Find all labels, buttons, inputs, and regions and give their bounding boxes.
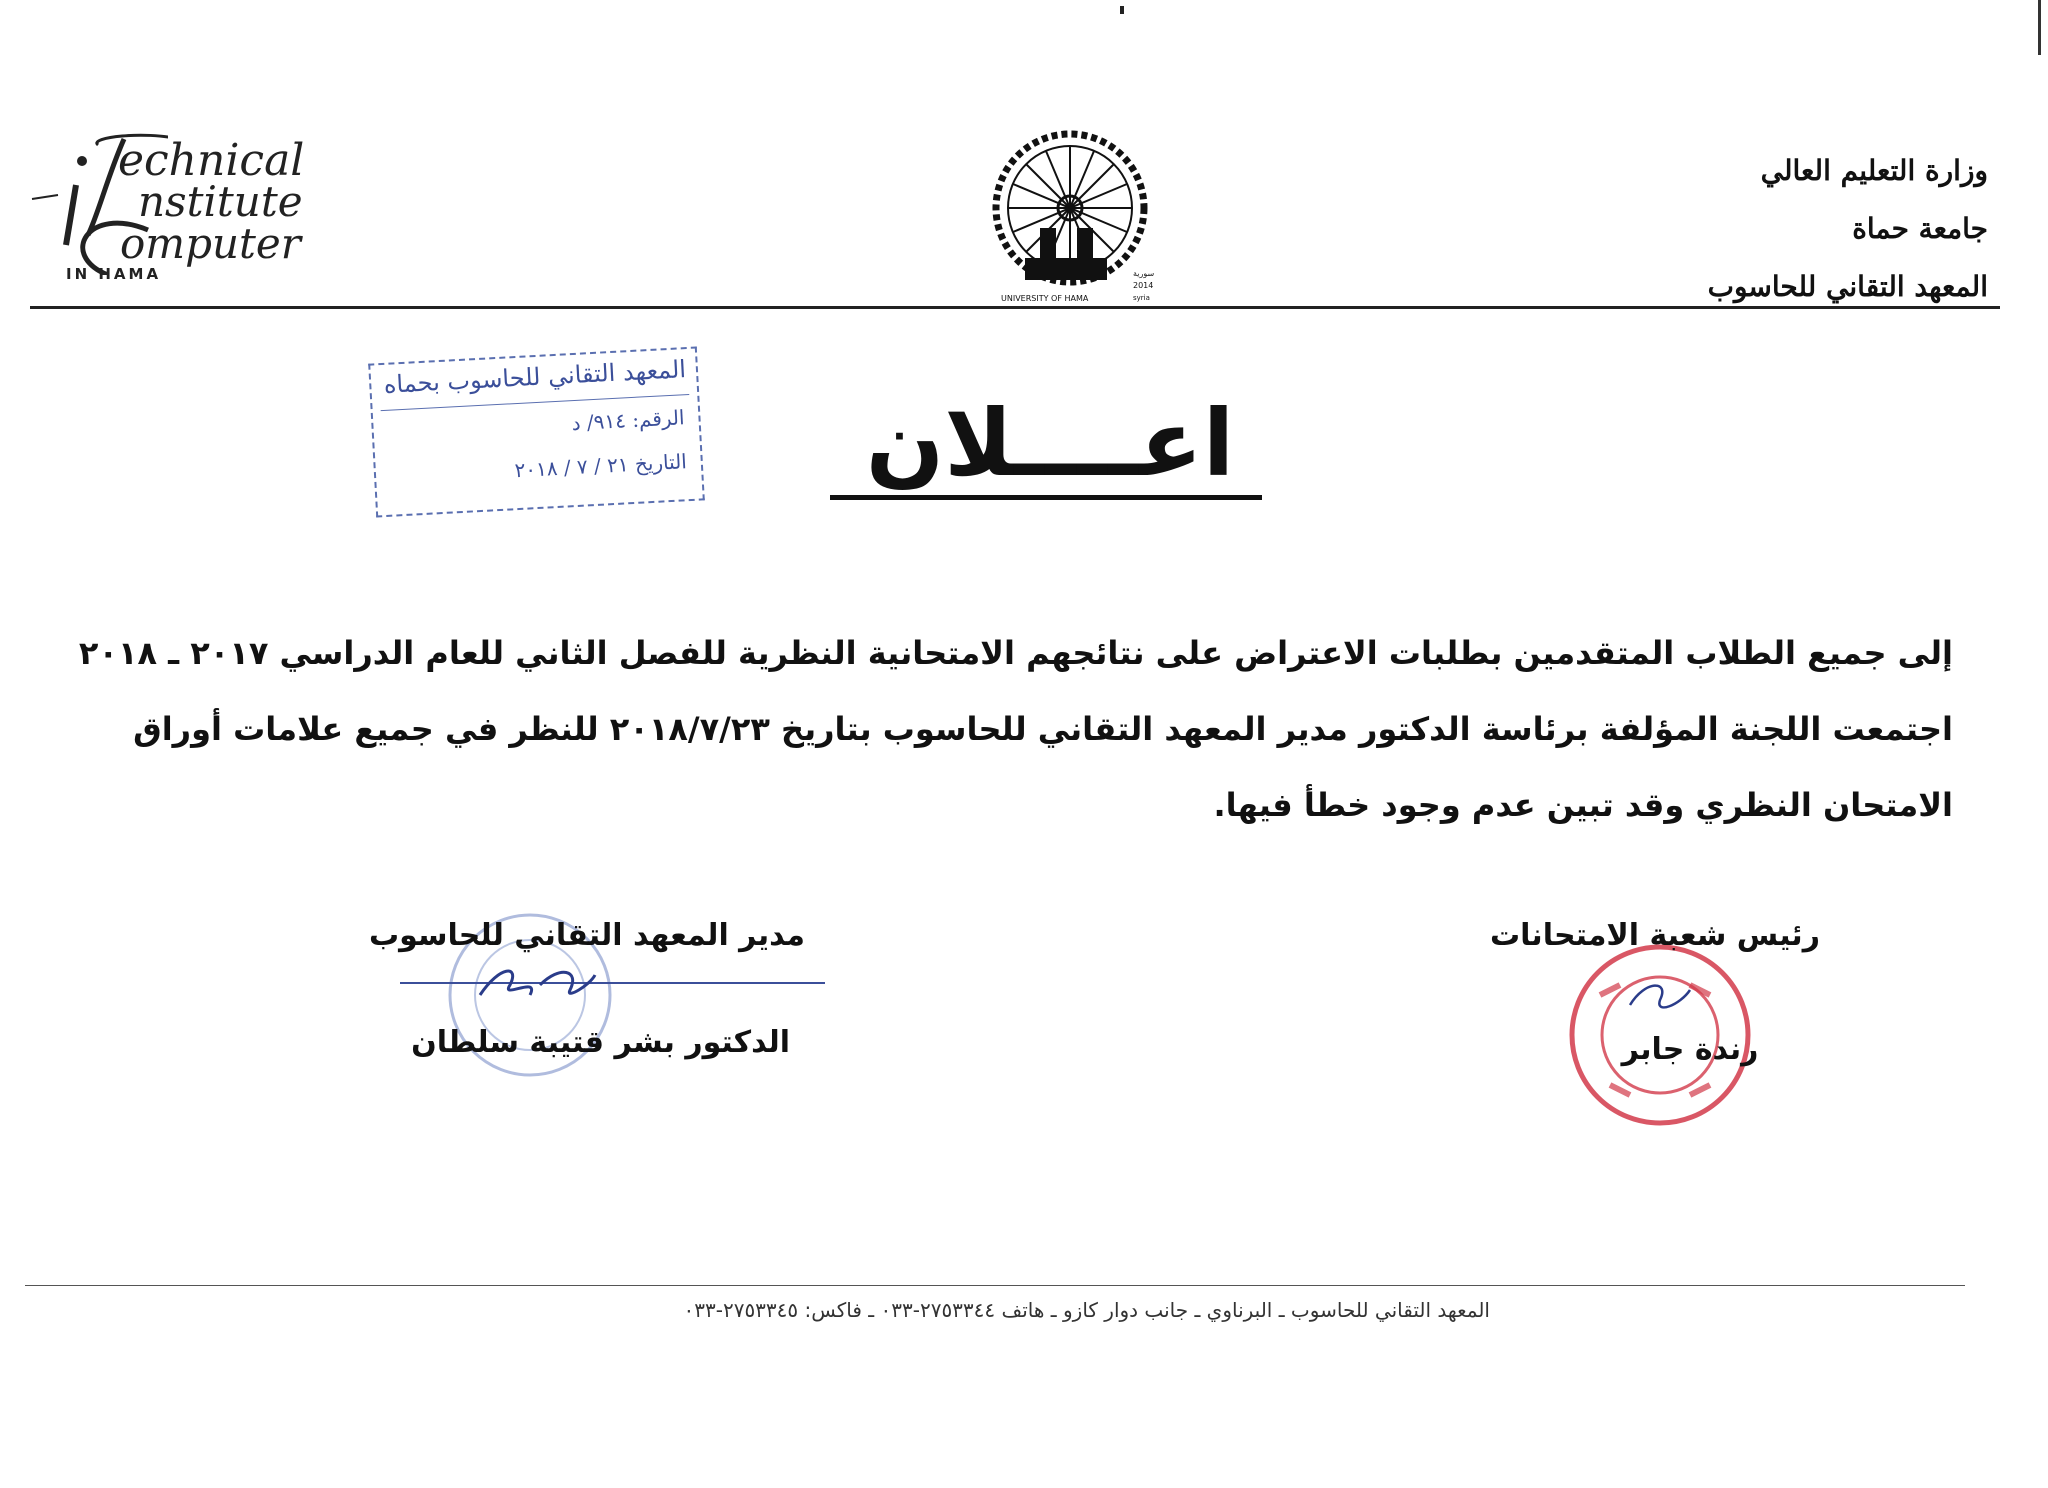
emblem-year: 2014 <box>1133 281 1154 290</box>
reference-stamp <box>368 346 705 517</box>
exams-head-signature-icon <box>1620 975 1700 1025</box>
director-signature-icon <box>470 955 600 1015</box>
university-emblem <box>985 130 1175 305</box>
scan-speck <box>1120 6 1124 14</box>
university-name: جامعة حماة <box>1852 212 1988 245</box>
logo-line-in-hama: IN HAMA <box>66 265 162 283</box>
logo-line-institute: nstitute <box>138 177 303 226</box>
logo-line-technical: echnical <box>118 135 305 186</box>
body-line: اجتمعت اللجنة المؤلفة برئاسة الدكتور مدير المعهد التقاني للحاسوب بتاريخ ٢٠١٨/٧/٢٣ للنظر في جميع علامات أوراق <box>133 710 1953 748</box>
ministry-header <box>1708 142 1988 316</box>
footer-contact: المعهد التقاني للحاسوب ـ البرناوي ـ جانب دوار كازو ـ هاتف ٢٧٥٣٣٤٤-٠٣٣ ـ فاكس: ٢٧٥٣٣٤٥-٠٣٣ <box>683 1298 1490 1322</box>
page-title: اعــــلان <box>865 390 1235 497</box>
stamp-number: الرقم: ٩١٤/ د <box>571 405 686 436</box>
institute-name: المعهد التقاني للحاسوب <box>1707 270 1988 303</box>
water-wheel-icon <box>985 130 1175 305</box>
emblem-side-text: سورية <box>1133 269 1155 278</box>
footer-divider <box>25 1285 1965 1286</box>
header-divider <box>30 306 2000 309</box>
ministry-name: وزارة التعليم العالي <box>1760 154 1988 187</box>
scan-edge <box>2038 0 2041 55</box>
exams-head-name: رندة جابر <box>1621 1032 1759 1067</box>
stamp-institute-name: المعهد التقاني للحاسوب بحماه <box>383 355 687 399</box>
logo-line-computer: omputer <box>120 219 301 268</box>
announcement-body <box>78 615 1953 843</box>
stamp-date: التاريخ ٢١ / ٧ / ٢٠١٨ <box>513 449 688 483</box>
signature-line <box>400 982 825 984</box>
body-line: إلى جميع الطلاب المتقدمين بطلبات الاعتراض على نتائجهم الامتحانية النظرية للفصل الثاني للعام الدراسي ٢٠١٧ ـ ٢٠١٨ <box>78 634 1953 672</box>
director-title: مدير المعهد التقاني للحاسوب <box>368 918 805 953</box>
emblem-side-text-en: syria <box>1133 294 1150 302</box>
director-name: الدكتور بشر قتيبة سلطان <box>411 1025 790 1060</box>
emblem-caption: UNIVERSITY OF HAMA <box>1001 294 1089 303</box>
body-line: الامتحان النظري وقد تبين عدم وجود خطأ فيها. <box>1213 786 1953 824</box>
exams-head-title: رئيس شعبة الامتحانات <box>1490 918 1820 953</box>
title-underline <box>830 495 1262 500</box>
institute-logo <box>28 125 348 285</box>
